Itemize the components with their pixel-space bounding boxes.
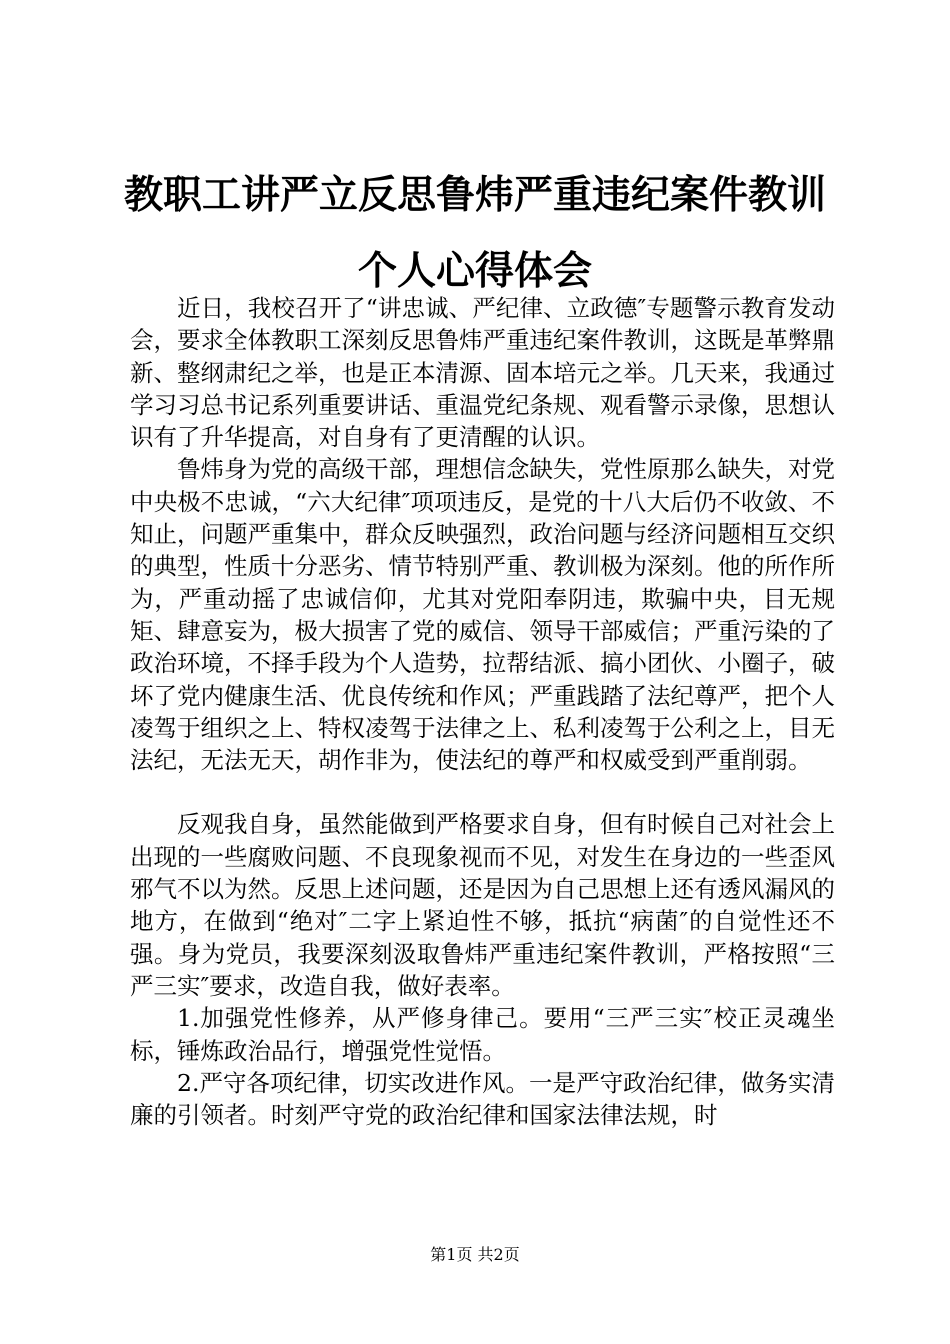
paragraph-point-1: 1.加强党性修养，从严修身律己。要用“三严三实″校正灵魂坐标，锤炼政治品行，增强党性觉悟。 <box>130 1004 835 1065</box>
paragraph-self-reflection: 反观我自身，虽然能做到严格要求自身，但有时候自己对社会上出现的一些腐败问题、不良现象视而不见，对发生在身边的一些歪风邪气不以为然。反思上述问题，还是因为自己思想上还有透风漏风的地方，在做到“绝对″二字上紧迫性不够，抵抗“病菌″的自觉性还不强。身为党员，我要深刻汲取鲁炜严重违纪案件教训，严格按照“三严三实″要求，改造自我，做好表率。 <box>130 810 835 1000</box>
paragraph-case-analysis: 鲁炜身为党的高级干部，理想信念缺失，党性原那么缺失，对党中央极不忠诚，“六大纪律″项项违反，是党的十八大后仍不收敛、不知止，问题严重集中，群众反映强烈，政治问题与经济问题相互交织的典型，性质十分恶劣、情节特别严重、教训极为深刻。他的所作所为，严重动摇了忠诚信仰，尤其对党阳奉阴违，欺骗中央，目无规矩、肆意妄为，极大损害了党的威信、领导干部威信；严重污染的了政治环境，不择手段为个人造势，拉帮结派、搞小团伙、小圈子，破坏了党内健康生活、优良传统和作风；严重践踏了法纪尊严，把个人凌驾于组织之上、特权凌驾于法律之上、私利凌驾于公利之上，目无法纪，无法无天，胡作非为，使法纪的尊严和权威受到严重削弱。 <box>130 455 835 775</box>
document-title: 教职工讲严立反思鲁炜严重违纪案件教训个人心得体会 <box>123 173 826 294</box>
page-footer: 第1页 共2页 <box>430 1245 520 1264</box>
paragraph-intro: 近日，我校召开了“讲忠诚、严纪律、立政德″专题警示教育发动会，要求全体教职工深刻反思鲁炜严重违纪案件教训，这既是革弊鼎新、整纲肃纪之举，也是正本清源、固本培元之举。几天来，我通过学习习总书记系列重要讲话、重温党纪条规、观看警示录像，思想认识有了升华提高，对自身有了更清醒的认识。 <box>130 294 835 452</box>
document-body <box>130 292 835 1131</box>
paragraph-point-2: 2.严守各项纪律，切实改进作风。一是严守政治纪律，做务实清廉的引领者。时刻严守党的政治纪律和国家法律法规，时 <box>130 1068 835 1130</box>
